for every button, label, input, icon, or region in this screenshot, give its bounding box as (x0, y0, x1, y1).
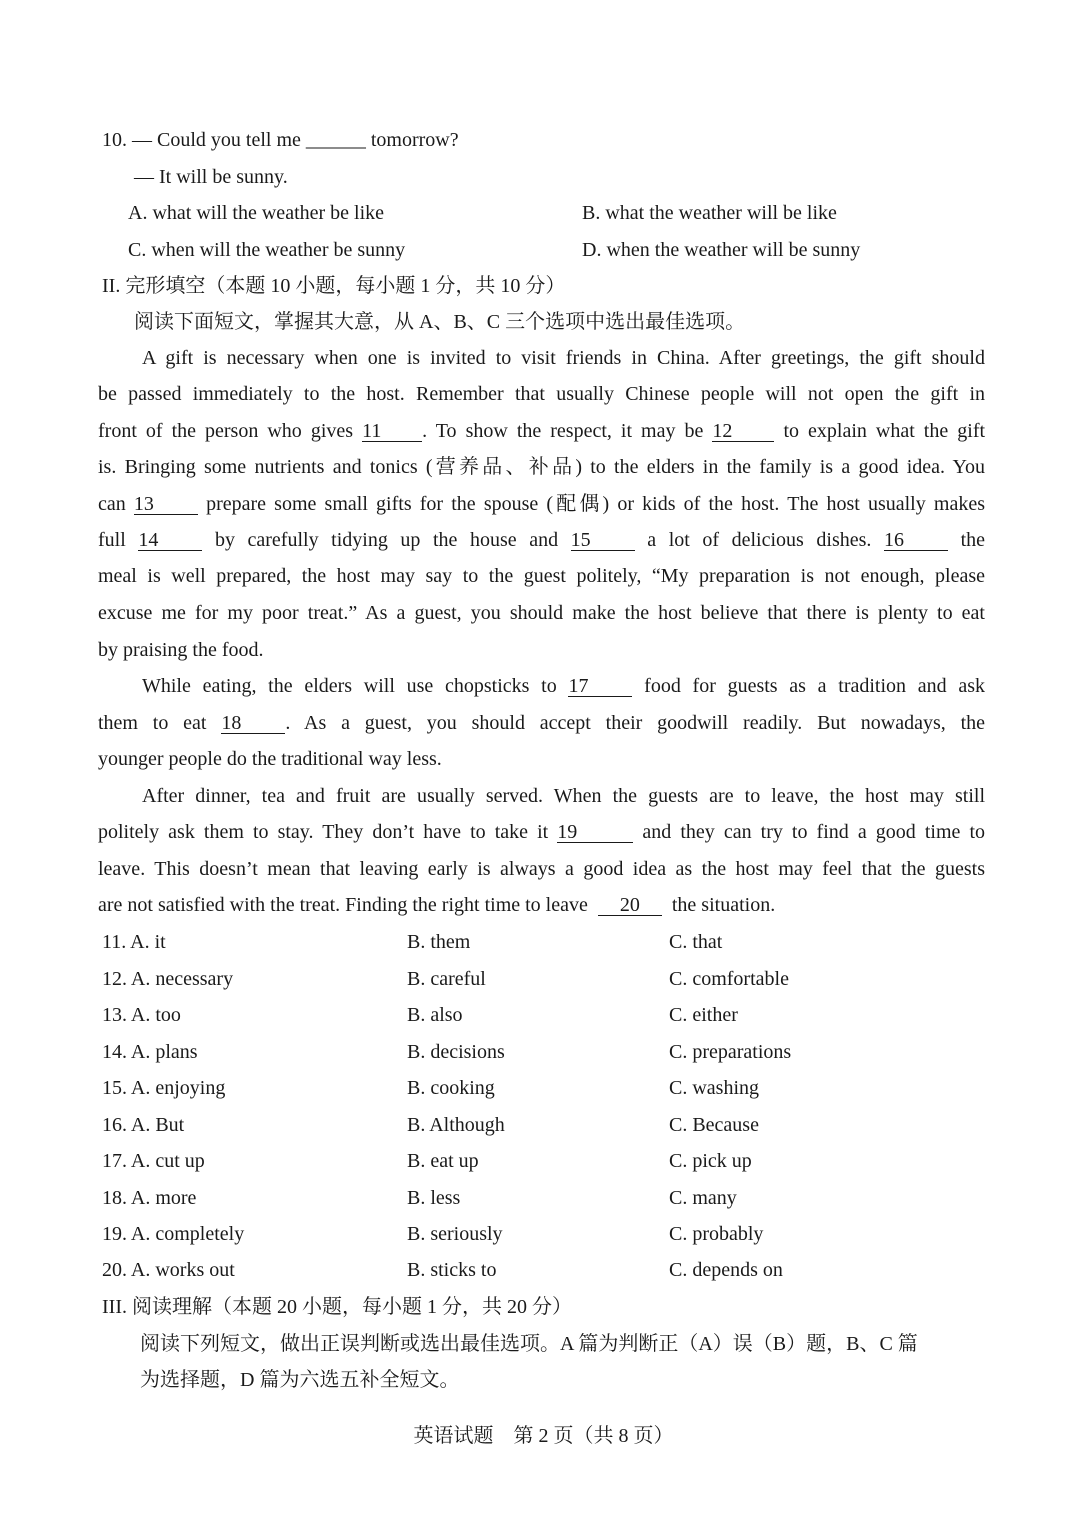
passage-text: While eating, the elders will use chopsticks to (142, 675, 557, 697)
passage-line (98, 893, 775, 917)
blank-19: 19 (557, 822, 633, 843)
option-c: C. Because (669, 1114, 759, 1136)
passage-line: excuse me for my poor treat.” As a guest, you should make the host believe that there is plenty to eat (98, 602, 985, 624)
page-footer: 英语试题 第 2 页（共 8 页） (413, 1425, 674, 1447)
option-c: C. that (669, 931, 723, 953)
option-c: C. pick up (669, 1150, 752, 1172)
option-c: C. washing (669, 1077, 759, 1099)
passage-text: are not satisfied with the treat. Finding the right time to leave (98, 894, 588, 916)
passage-line (98, 528, 985, 552)
passage-text: the (960, 529, 986, 551)
section3-instruction: 为选择题，D 篇为六选五补全短文。 (140, 1369, 460, 1391)
passage-line: be passed immediately to the host. Remember that usually Chinese people will not open the gift in (98, 383, 985, 405)
passage-line (142, 674, 985, 698)
passage-text: . As a guest, you should accept their goodwill readily. But nowadays, the (285, 712, 986, 734)
option-b: B. seriously (407, 1223, 503, 1245)
passage-text: front of the person who gives (98, 420, 354, 442)
passage-text: food for guests as a tradition and ask (644, 675, 985, 697)
option-a: 13. A. too (102, 1004, 181, 1026)
q10-option-c: C. when will the weather be sunny (128, 239, 406, 261)
option-c: C. depends on (669, 1259, 783, 1281)
q10-question: 10. — Could you tell me ______ tomorrow? (102, 129, 459, 151)
blank-11: 11 (362, 421, 422, 442)
option-c: C. preparations (669, 1041, 792, 1063)
passage-line: A gift is necessary when one is invited to visit friends in China. After greetings, the gift should (142, 347, 985, 369)
passage-text: politely ask them to stay. They don’t have to take it (98, 821, 549, 843)
option-c: C. comfortable (669, 968, 789, 990)
passage-line: younger people do the traditional way less. (98, 748, 442, 770)
blank-18: 18 (221, 713, 285, 734)
option-a: 20. A. works out (102, 1259, 235, 1281)
blank-20: 20 (598, 895, 662, 916)
blank-13: 13 (134, 494, 198, 515)
option-a: 17. A. cut up (102, 1150, 205, 1172)
option-a: 19. A. completely (102, 1223, 245, 1245)
option-a: 15. A. enjoying (102, 1077, 226, 1099)
passage-text: them to eat (98, 712, 207, 734)
option-b: B. careful (407, 968, 486, 990)
option-b: B. eat up (407, 1150, 479, 1172)
blank-14: 14 (138, 530, 202, 551)
option-a: 16. A. But (102, 1114, 185, 1136)
blank-16: 16 (884, 530, 948, 551)
option-a: 14. A. plans (102, 1041, 198, 1063)
passage-text: . To show the respect, it may be (422, 420, 704, 442)
section3-instruction: 阅读下列短文，做出正误判断或选出最佳选项。A 篇为判断正（A）误（B）题，B、C 篇 (140, 1333, 918, 1355)
section2-heading: II. 完形填空（本题 10 小题，每小题 1 分，共 10 分） (102, 275, 566, 297)
option-a: 12. A. necessary (102, 968, 234, 990)
passage-line (98, 820, 985, 844)
option-b: B. Although (407, 1114, 505, 1136)
option-b: B. sticks to (407, 1259, 497, 1281)
passage-text: to explain what the gift (783, 420, 986, 442)
q10-option-b: B. what the weather will be like (582, 202, 837, 224)
blank-15: 15 (571, 530, 635, 551)
option-b: B. them (407, 931, 471, 953)
option-a: 11. A. it (102, 931, 166, 953)
passage-line (98, 711, 985, 735)
blank-17: 17 (568, 676, 632, 697)
q10-answer: — It will be sunny. (134, 166, 288, 188)
passage-line (98, 419, 985, 443)
option-c: C. many (669, 1187, 737, 1209)
passage-line: is. Bringing some nutrients and tonics (营养品、补品) to the elders in the family is a good idea. You (98, 456, 985, 478)
option-b: B. less (407, 1187, 461, 1209)
passage-line: meal is well prepared, the host may say to the guest politely, “My preparation is not enough, please (98, 565, 985, 587)
option-b: B. decisions (407, 1041, 505, 1063)
passage-text: prepare some small gifts for the spouse (配偶) or kids of the host. The host usually makes (206, 493, 985, 515)
q10-option-a: A. what will the weather be like (128, 202, 385, 224)
passage-text: full (98, 529, 126, 551)
section3-heading: III. 阅读理解（本题 20 小题，每小题 1 分，共 20 分） (102, 1296, 572, 1318)
passage-line (98, 492, 985, 516)
option-b: B. also (407, 1004, 463, 1026)
section2-instruction: 阅读下面短文，掌握其大意，从 A、B、C 三个选项中选出最佳选项。 (134, 311, 746, 333)
passage-text: by carefully tidying up the house and (214, 529, 559, 551)
passage-text: can (98, 493, 126, 515)
passage-line: After dinner, tea and fruit are usually served. When the guests are to leave, the host may still (142, 785, 985, 807)
passage-text: the situation. (671, 894, 776, 916)
q10-option-d: D. when the weather will be sunny (582, 239, 861, 261)
blank-12: 12 (712, 421, 774, 442)
option-c: C. probably (669, 1223, 764, 1245)
passage-text: and they can try to find a good time to (642, 821, 986, 843)
passage-line: leave. This doesn’t mean that leaving early is always a good idea as the host may feel that the guests (98, 858, 985, 880)
passage-text: a lot of delicious dishes. (647, 529, 872, 551)
passage-line: by praising the food. (98, 639, 264, 661)
option-a: 18. A. more (102, 1187, 197, 1209)
option-c: C. either (669, 1004, 738, 1026)
option-b: B. cooking (407, 1077, 495, 1099)
